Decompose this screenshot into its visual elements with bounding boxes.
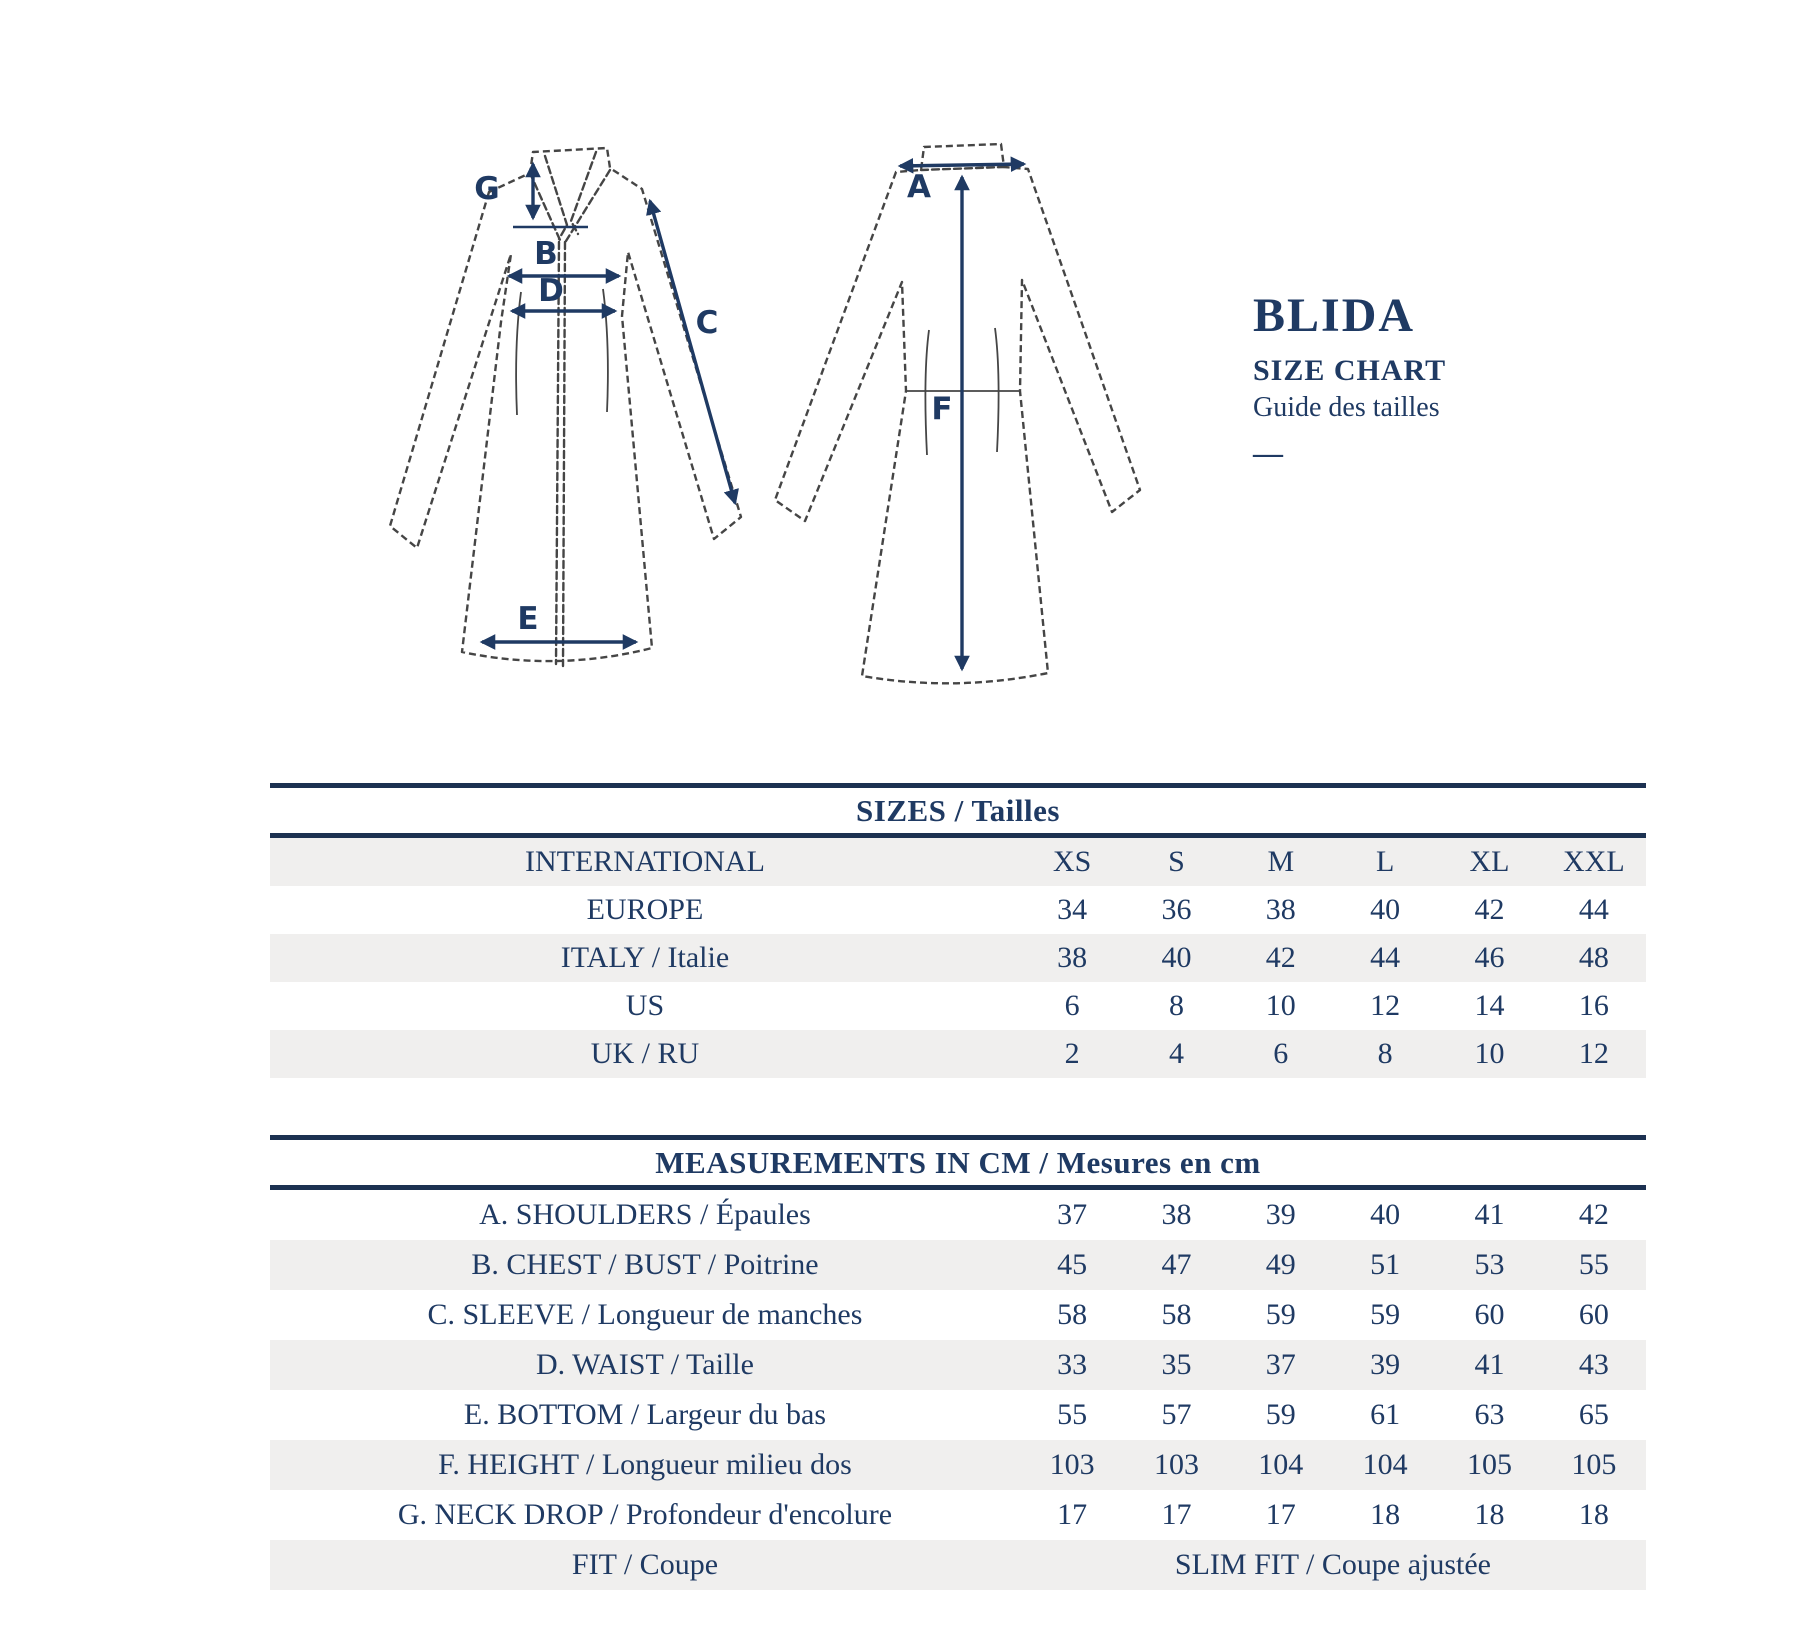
label-C: C [695, 305, 719, 341]
value-cell: 59 [1370, 1298, 1401, 1331]
value-cell: 59 [1265, 1398, 1296, 1431]
value-cell: 2 [1064, 1037, 1080, 1070]
row-label: INTERNATIONAL [524, 845, 765, 878]
fit-value-cell: SLIM FIT / Coupe ajustée [1174, 1548, 1491, 1581]
value-cell: 38 [1057, 941, 1088, 974]
value-cell: 65 [1578, 1398, 1609, 1431]
title-block [1253, 291, 1446, 469]
value-cell: S [1168, 845, 1185, 878]
value-cell: 17 [1161, 1498, 1192, 1531]
value-cell: 6 [1273, 1037, 1289, 1070]
value-cell: 46 [1474, 941, 1505, 974]
value-cell: 60 [1474, 1298, 1505, 1331]
value-cell: 12 [1578, 1037, 1609, 1070]
value-cell: 12 [1370, 989, 1401, 1022]
value-cell: 35 [1161, 1348, 1192, 1381]
value-cell: 16 [1578, 989, 1609, 1022]
value-cell: 61 [1370, 1398, 1401, 1431]
value-cell: 104 [1362, 1448, 1408, 1481]
measurements-table-grid [270, 1190, 1646, 1590]
back-dress-outline [775, 144, 1140, 683]
table-row [270, 982, 1646, 1030]
row-label: A. SHOULDERS / Épaules [479, 1198, 811, 1231]
value-cell: XXL [1562, 845, 1625, 878]
value-cell: 4 [1168, 1037, 1184, 1070]
row-label: UK / RU [590, 1037, 700, 1070]
value-cell: 45 [1057, 1248, 1088, 1281]
row-label: F. HEIGHT / Longueur milieu dos [438, 1448, 852, 1481]
value-cell: XS [1052, 845, 1092, 878]
product-title: BLIDA [1253, 289, 1416, 342]
value-cell: 103 [1153, 1448, 1199, 1481]
value-cell: 17 [1265, 1498, 1296, 1531]
sizes-table-header: SIZES / Tailles [856, 793, 1060, 828]
value-cell: 40 [1161, 941, 1192, 974]
garment-front-diagram [390, 148, 741, 666]
value-cell: 40 [1370, 1198, 1401, 1231]
value-cell: 42 [1265, 941, 1296, 974]
label-F: F [931, 391, 953, 427]
value-cell: 18 [1578, 1498, 1609, 1531]
row-label: E. BOTTOM / Largeur du bas [463, 1398, 827, 1431]
value-cell: 44 [1578, 893, 1609, 926]
value-cell: 14 [1474, 989, 1505, 1022]
sizes-table [270, 783, 1646, 1078]
table-row [270, 1540, 1646, 1590]
value-cell: 47 [1161, 1248, 1192, 1281]
value-cell: 44 [1370, 941, 1401, 974]
sizes-table-grid [270, 838, 1646, 1078]
value-cell: 49 [1265, 1248, 1296, 1281]
value-cell: 38 [1161, 1198, 1192, 1231]
table-row [270, 1240, 1646, 1290]
table-row [270, 1440, 1646, 1490]
value-cell: M [1267, 845, 1295, 878]
value-cell: 18 [1370, 1498, 1401, 1531]
front-dress-outline [390, 148, 741, 661]
label-B: B [534, 236, 558, 272]
value-cell: 42 [1578, 1198, 1609, 1231]
table-row [270, 934, 1646, 982]
value-cell: 17 [1057, 1498, 1088, 1531]
table-row [270, 1030, 1646, 1078]
row-label: FIT / Coupe [571, 1548, 719, 1581]
row-label: D. WAIST / Taille [536, 1348, 754, 1381]
value-cell: 6 [1064, 989, 1080, 1022]
value-cell: 10 [1265, 989, 1296, 1022]
value-cell: 104 [1258, 1448, 1304, 1481]
shoulders-arrow-A [900, 164, 1024, 166]
value-cell: 55 [1057, 1398, 1088, 1431]
label-D: D [538, 273, 564, 309]
label-E: E [517, 601, 539, 637]
table-row [270, 838, 1646, 886]
size-chart-title: SIZE CHART [1253, 354, 1447, 387]
value-cell: 10 [1474, 1037, 1505, 1070]
value-cell: 39 [1370, 1348, 1401, 1381]
value-cell: 38 [1265, 893, 1296, 926]
title-divider: — [1253, 437, 1283, 470]
value-cell: 105 [1466, 1448, 1512, 1481]
value-cell: 53 [1474, 1248, 1505, 1281]
garment-diagram [300, 85, 1220, 705]
value-cell: 8 [1377, 1037, 1393, 1070]
value-cell: 33 [1057, 1348, 1088, 1381]
table-row [270, 1290, 1646, 1340]
value-cell: 63 [1474, 1398, 1505, 1431]
size-chart-subtitle: Guide des tailles [1253, 392, 1440, 423]
value-cell: 37 [1265, 1348, 1296, 1381]
value-cell: 37 [1057, 1198, 1088, 1231]
value-cell: 59 [1265, 1298, 1296, 1331]
value-cell: 43 [1578, 1348, 1609, 1381]
value-cell: 41 [1474, 1198, 1505, 1231]
value-cell: 42 [1474, 893, 1505, 926]
row-label: G. NECK DROP / Profondeur d'encolure [397, 1498, 893, 1531]
row-label: C. SLEEVE / Longueur de manches [427, 1298, 863, 1331]
value-cell: 18 [1474, 1498, 1505, 1531]
label-G: G [474, 171, 500, 207]
table-row [270, 1340, 1646, 1390]
value-cell: 105 [1571, 1448, 1617, 1481]
value-cell: 103 [1049, 1448, 1095, 1481]
measurements-table [270, 1135, 1646, 1590]
value-cell: 8 [1168, 989, 1184, 1022]
measurements-table-header: MEASUREMENTS IN CM / Mesures en cm [655, 1145, 1261, 1180]
value-cell: 40 [1370, 893, 1401, 926]
table-row [270, 1490, 1646, 1540]
value-cell: 36 [1161, 893, 1192, 926]
value-cell: 55 [1578, 1248, 1609, 1281]
label-A: A [907, 169, 931, 205]
value-cell: 58 [1057, 1298, 1088, 1331]
value-cell: 41 [1474, 1348, 1505, 1381]
value-cell: 57 [1161, 1398, 1192, 1431]
value-cell: 34 [1057, 893, 1088, 926]
row-label: B. CHEST / BUST / Poitrine [471, 1248, 819, 1281]
row-label: US [625, 989, 665, 1022]
value-cell: XL [1469, 845, 1510, 878]
row-label: ITALY / Italie [560, 941, 730, 974]
row-label: EUROPE [586, 893, 704, 926]
value-cell: 51 [1370, 1248, 1401, 1281]
value-cell: 60 [1578, 1298, 1609, 1331]
value-cell: 39 [1265, 1198, 1296, 1231]
table-row [270, 1390, 1646, 1440]
value-cell: 48 [1578, 941, 1609, 974]
table-row [270, 886, 1646, 934]
value-cell: L [1375, 845, 1395, 878]
table-row [270, 1190, 1646, 1240]
value-cell: 58 [1161, 1298, 1192, 1331]
garment-back-diagram [775, 144, 1140, 683]
